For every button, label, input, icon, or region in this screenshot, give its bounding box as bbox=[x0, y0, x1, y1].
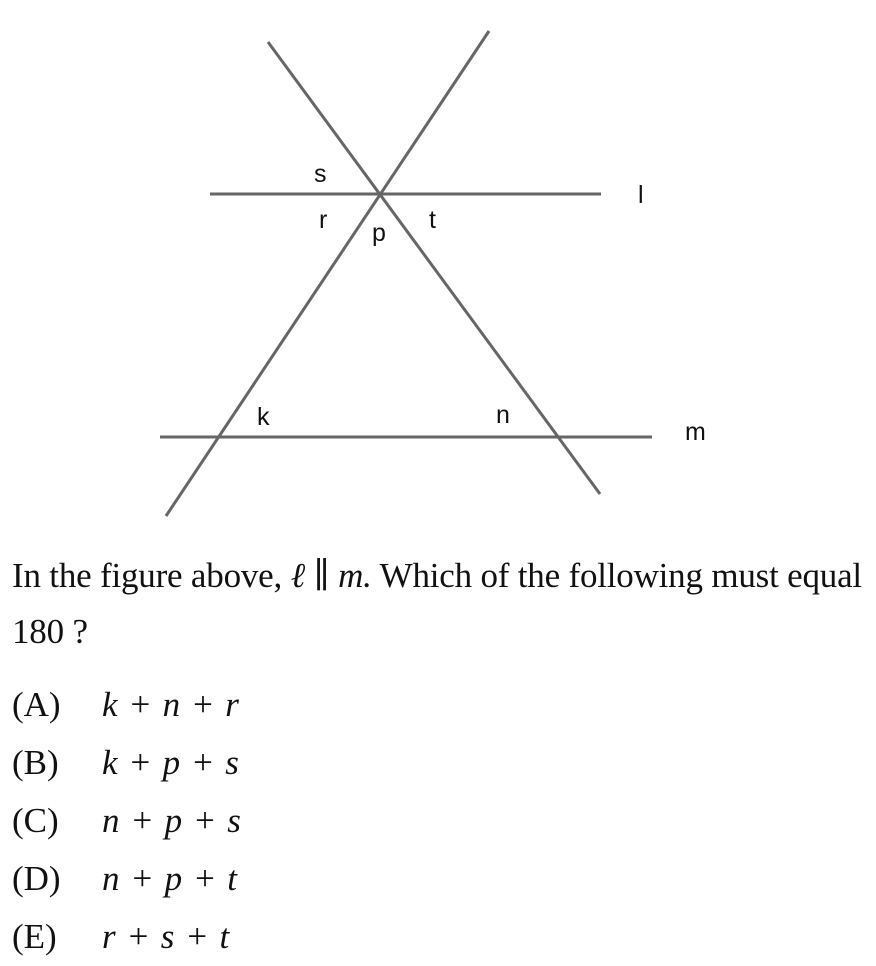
question-text bbox=[12, 548, 872, 660]
transversal-right bbox=[268, 42, 600, 494]
choice-d[interactable] bbox=[12, 850, 612, 908]
angle-label-r: r bbox=[319, 206, 328, 234]
choice-letter: (A) bbox=[12, 685, 61, 724]
question-rest: Which of the following must equal 180 ? bbox=[12, 556, 862, 651]
choice-letter: (E) bbox=[12, 917, 57, 956]
transversal-left bbox=[166, 31, 489, 516]
answer-choices bbox=[12, 676, 612, 966]
choice-expression: k + n + r bbox=[102, 685, 239, 724]
choice-c[interactable] bbox=[12, 792, 612, 850]
choice-expression: r + s + t bbox=[102, 917, 230, 956]
choice-letter: (D) bbox=[12, 859, 61, 898]
choice-a[interactable] bbox=[12, 676, 612, 734]
question-intro: In the figure above, bbox=[12, 556, 283, 595]
angle-label-n: n bbox=[496, 401, 510, 429]
parallel-relation: ℓ ∥ m. bbox=[290, 556, 372, 595]
choice-letter: (B) bbox=[12, 743, 59, 782]
angle-label-s: s bbox=[314, 160, 327, 188]
choice-b[interactable] bbox=[12, 734, 612, 792]
line-label-l: l bbox=[638, 181, 644, 209]
angle-label-t: t bbox=[429, 206, 436, 234]
choice-e[interactable] bbox=[12, 908, 612, 966]
choice-letter: (C) bbox=[12, 801, 59, 840]
angle-label-k: k bbox=[257, 403, 270, 431]
choice-expression: k + p + s bbox=[102, 743, 239, 782]
choice-expression: n + p + s bbox=[102, 801, 241, 840]
choice-expression: n + p + t bbox=[102, 859, 237, 898]
angle-label-p: p bbox=[372, 219, 386, 247]
line-label-m: m bbox=[685, 418, 706, 446]
